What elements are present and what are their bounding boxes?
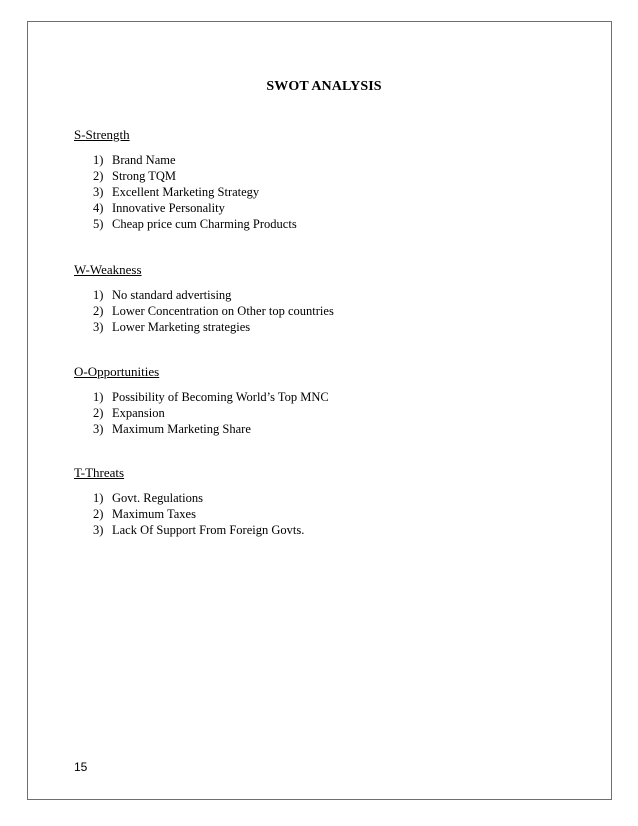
item-number: 2) [93, 169, 104, 183]
list-item [74, 405, 574, 421]
item-number: 2) [93, 406, 104, 420]
list-item [74, 287, 574, 303]
list-item [74, 522, 574, 538]
section-heading-opportunities: O-Opportunities [74, 364, 160, 379]
item-text: Govt. Regulations [112, 491, 203, 505]
item-number: 1) [93, 288, 104, 302]
list-item [74, 319, 574, 335]
list-item [74, 421, 574, 437]
item-number: 1) [93, 153, 104, 167]
item-text: Possibility of Becoming World’s Top MNC [112, 390, 329, 404]
list-item [74, 152, 574, 168]
section-heading-weakness: W-Weakness [74, 262, 142, 277]
item-number: 5) [93, 217, 104, 231]
list-item [74, 184, 574, 200]
list-item [74, 389, 574, 405]
section-strength [74, 127, 574, 232]
item-number: 2) [93, 507, 104, 521]
section-opportunities [74, 364, 574, 437]
item-text: Lower Marketing strategies [112, 320, 251, 334]
item-number: 3) [93, 422, 104, 436]
item-text: Lack Of Support From Foreign Govts. [112, 523, 305, 537]
list-item [74, 200, 574, 216]
list-item [74, 506, 574, 522]
section-heading-strength: S-Strength [74, 127, 130, 142]
opportunities-list [74, 389, 574, 437]
item-text: Strong TQM [112, 169, 177, 183]
item-text: Excellent Marketing Strategy [112, 185, 260, 199]
list-item [74, 303, 574, 319]
item-text: No standard advertising [112, 288, 232, 302]
item-text: Cheap price cum Charming Products [112, 217, 297, 231]
list-item [74, 216, 574, 232]
item-text: Maximum Taxes [112, 507, 196, 521]
weakness-list [74, 287, 574, 335]
page-title: SWOT ANALYSIS [266, 79, 382, 94]
item-text: Lower Concentration on Other top countries [112, 304, 334, 318]
item-text: Expansion [112, 406, 165, 420]
item-number: 3) [93, 320, 104, 334]
item-number: 3) [93, 523, 104, 537]
item-text: Maximum Marketing Share [112, 422, 251, 436]
item-text: Brand Name [112, 153, 176, 167]
section-heading-threats: T-Threats [74, 465, 125, 480]
list-item [74, 490, 574, 506]
item-number: 3) [93, 185, 104, 199]
section-weakness [74, 262, 574, 335]
strength-list [74, 152, 574, 232]
item-number: 2) [93, 304, 104, 318]
item-number: 4) [93, 201, 104, 215]
section-threats [74, 465, 574, 538]
list-item [74, 168, 574, 184]
item-number: 1) [93, 491, 104, 505]
item-number: 1) [93, 390, 104, 404]
item-text: Innovative Personality [112, 201, 225, 215]
page-number: 15 [74, 760, 88, 774]
threats-list [74, 490, 574, 538]
